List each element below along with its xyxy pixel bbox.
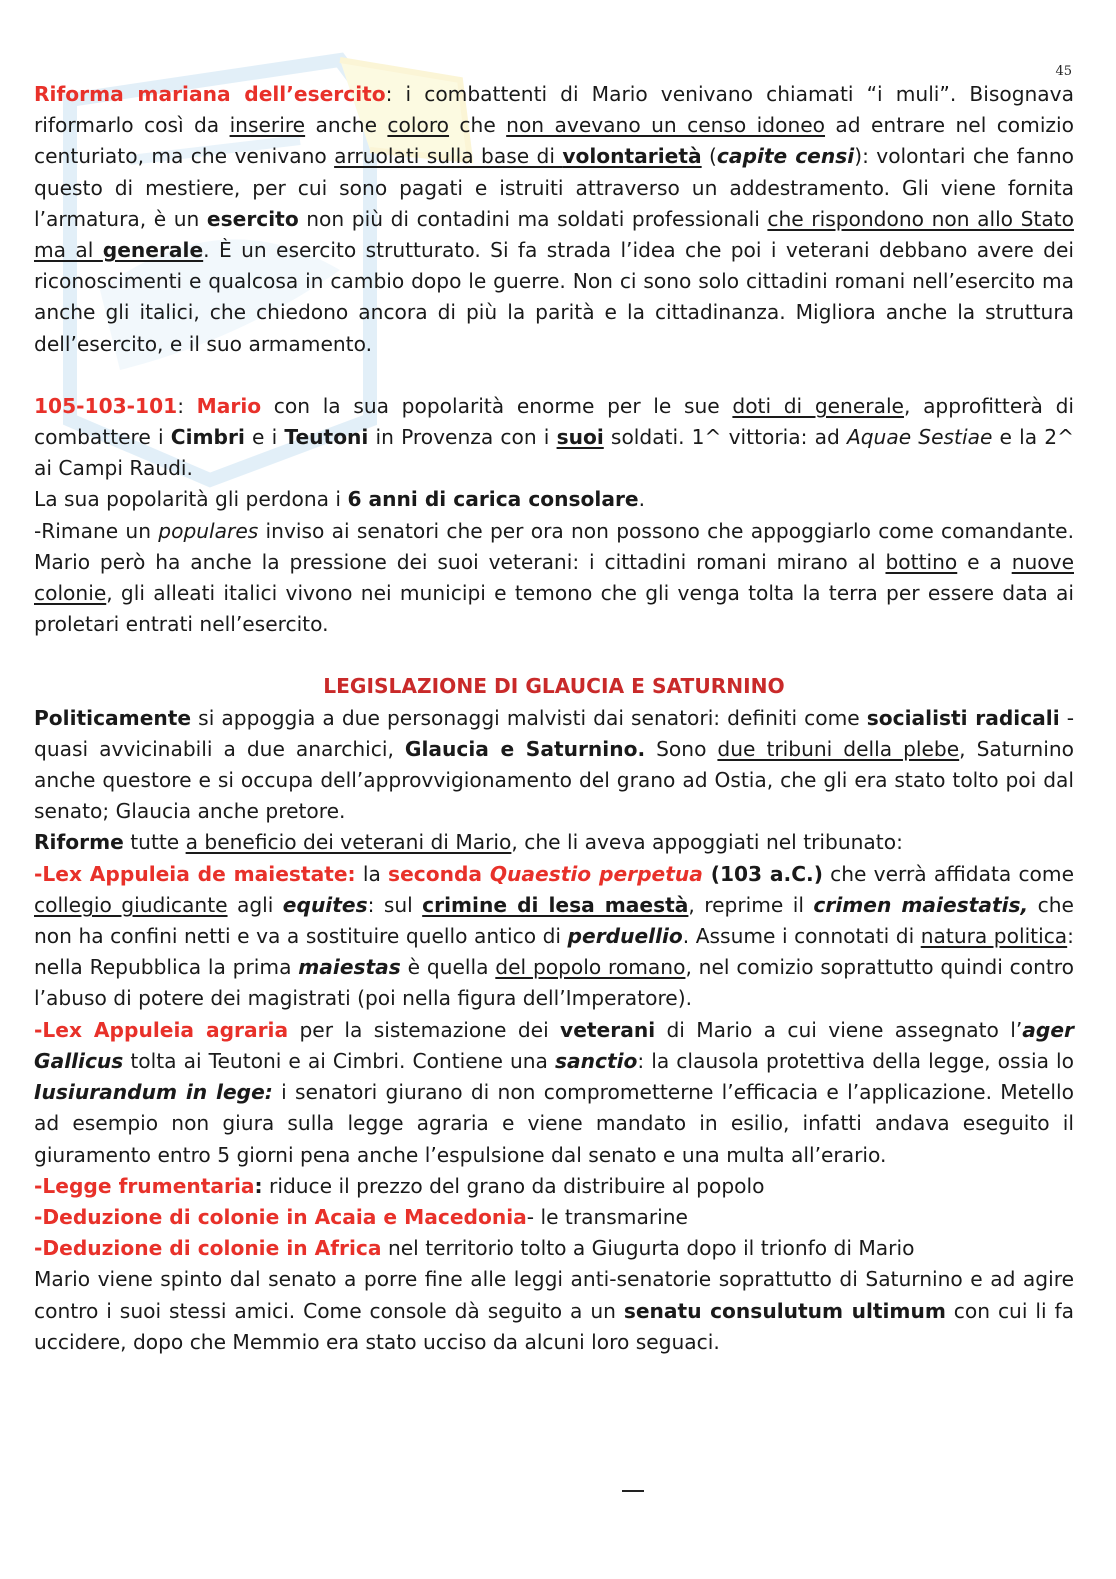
section-heading: LEGISLAZIONE DI GLAUCIA E SATURNINO [323, 674, 785, 699]
footer-rule [622, 1490, 644, 1492]
paragraph-populares: -Rimane un populares inviso ai senatori che per ora non possono che appoggiarlo come comandante. Mario però ha anche la pressione dei suoi veterani: i cittadini romani mirano al bottino e a nuove colonie, gli alleati italici vivono nei municipi e temono che gli venga tolta la terra per essere data ai proletari entrati nell’esercito. [34, 518, 1075, 637]
paragraph-mario-vittorie: 105-103-101: Mario con la sua popolarità enorme per le sue doti di generale, approfitterà di combattere i Cimbri e i Teutoni in Provenza con i suoi soldati. 1^ vittoria: ad Aquae Sestiae e la 2^ ai Campi Raudi. [34, 393, 1075, 481]
page-number: 45 [1055, 64, 1072, 79]
paragraph-gap [34, 360, 1074, 391]
paragraph-lex-de-maiestate: -Lex Appuleia de maiestate: la seconda Quaestio perpetua (103 a.C.) che verrà affidata come collegio giudicante agli equites: sul crimine di lesa maestà, reprime il crimen maiestatis, che non ha confini netti e va a sostituire quello antico di perduellio. Assume i connotati di natura politica: nella Repubblica la prima maiestas è quella del popolo romano, nel comizio soprattutto quindi contro l’abuso di potere dei magistrati (poi nella figura dell’Imperatore). [34, 861, 1074, 1011]
paragraph-legge-frumentaria: -Legge frumentaria: riduce il prezzo del grano da distribuire al popolo [34, 1173, 765, 1198]
paragraph-glaucia-saturnino: Politicamente si appoggia a due personaggi malvisti dai senatori: definiti come socialisti radicali - quasi avvicinabili a due anarchici, Glaucia e Saturnino. Sono due tribuni della plebe, Saturnino anche questore e si occupa dell’approvvigionamento del grano ad Ostia, che gli era stato tolto poi dal senato; Glaucia anche pretore. [34, 705, 1074, 824]
page-body [34, 79, 1074, 1358]
paragraph-riforme: Riforme tutte a beneficio dei veterani di Mario, che li aveva appoggiati nel tribunato: [34, 830, 903, 855]
paragraph-gap [34, 640, 1074, 671]
highlight-term: Riforma mariana dell’esercito [34, 82, 386, 106]
paragraph-colonie-acaia: -Deduzione di colonie in Acaia e Macedonia- le transmarine [34, 1204, 688, 1229]
paragraph-senatu-consultum: Mario viene spinto dal senato a porre fine alle leggi anti-senatorie soprattutto di Saturnino e ad agire contro i suoi stessi amici. Come console dà seguito a un senatu consulutum ultimum con cui li fa uccidere, dopo che Memmio era stato ucciso da alcuni loro seguaci. [34, 1267, 1074, 1354]
paragraph-lex-agraria: -Lex Appuleia agraria per la sistemazione dei veterani di Mario a cui viene assegnato l’ager Gallicus tolta ai Teutoni e ai Cimbri. Contiene una sanctio: la clausola protettiva della legge, ossia lo Iusiurandum in lege: i senatori giurano di non comprometterne l’efficacia e l’applicazione. Metello ad esempio non giura sulla legge agraria e viene mandato in esilio, infatti andava eseguito il giuramento entro 5 giorni pena anche l’espulsione dal senato e una multa all’erario. [34, 1017, 1074, 1167]
paragraph-riforma-mariana: Riforma mariana dell’esercito: i combattenti di Mario venivano chiamati “i muli”. Bisognava riformarlo così da inserire anche coloro che non avevano un censo idoneo ad entrare nel comizio centuriato, ma che venivano arruolati sulla base di volontarietà (capite censi): volontari che fanno questo di mestiere, per cui sono pagati e istruiti attraverso un addestramento. Gli viene fornita l’armatura, è un esercito non più di contadini ma soldati professionali che rispondono non allo Stato ma al generale. È un esercito strutturato. Si fa strada l’idea che poi i veterani debbano avere dei riconoscimenti e qualcosa in cambio dopo le guerre. Non ci sono solo cittadini romani nell’esercito ma anche gli italici, che chiedono ancora di più la parità e la cittadinanza. Migliora anche la struttura dell’esercito, e il suo armamento. [34, 82, 1074, 356]
paragraph-carica-consolare: La sua popolarità gli perdona i 6 anni di carica consolare. [34, 487, 646, 512]
paragraph-colonie-africa: -Deduzione di colonie in Africa nel territorio tolto a Giugurta dopo il trionfo di Mario [34, 1236, 915, 1261]
